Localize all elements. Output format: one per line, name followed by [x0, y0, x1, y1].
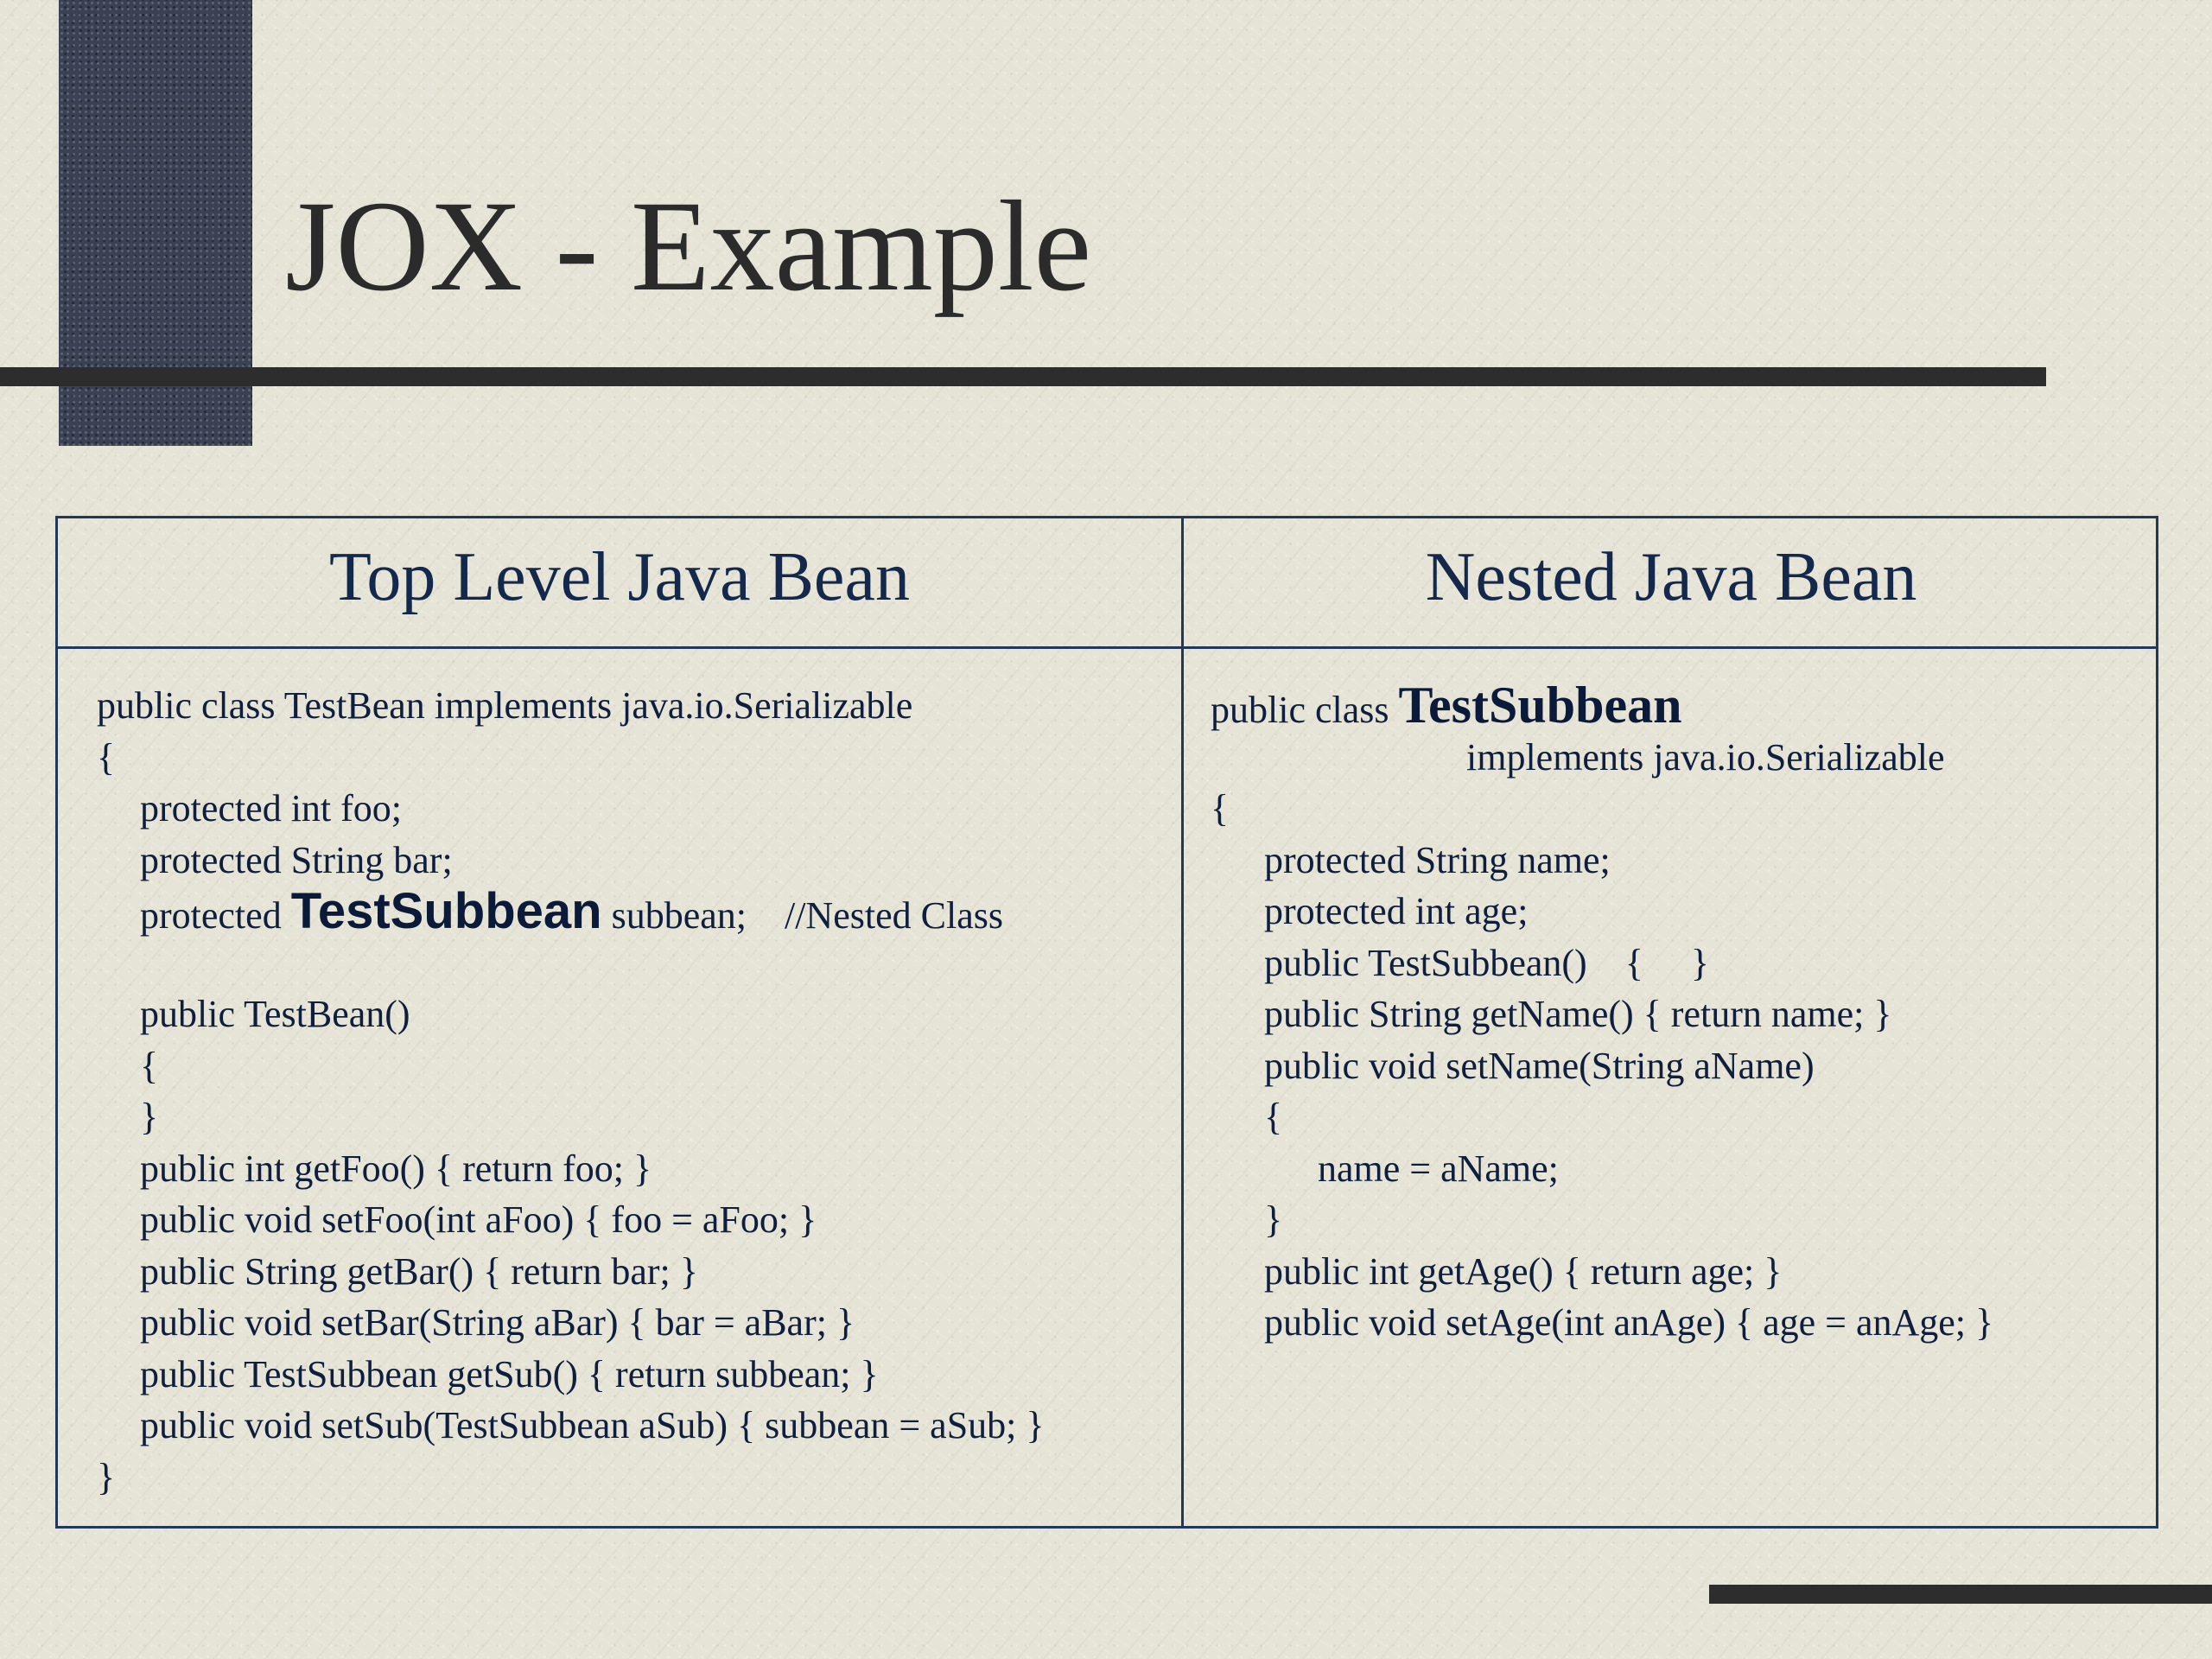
bottom-divider	[1709, 1585, 2212, 1604]
code-line: public String getName() { return name; }	[1264, 993, 1892, 1035]
code-line: {	[97, 735, 116, 779]
code-line: name = aName;	[1318, 1147, 1559, 1190]
code-line: }	[97, 1455, 116, 1498]
code-line: }	[140, 1096, 159, 1138]
code-line: public void setBar(String aBar) { bar = aBar; }	[140, 1301, 855, 1344]
code-line: {	[1211, 787, 1230, 830]
code-text: subbean; //Nested Class	[601, 894, 1003, 937]
code-line	[1211, 677, 1993, 734]
header-divider	[58, 646, 2156, 649]
code-line: }	[1264, 1198, 1283, 1241]
code-line: protected String bar;	[140, 838, 453, 881]
code-line: public class TestBean implements java.io.Serializable	[97, 684, 913, 727]
blank-line	[97, 938, 1045, 989]
code-line: protected int age;	[1264, 890, 1529, 932]
nested-bean-header: Nested Java Bean	[1425, 539, 1917, 615]
code-line: public int getAge() { return age; }	[1264, 1249, 1783, 1293]
code-line: implements java.io.Serializable	[1466, 735, 1945, 779]
title-divider	[0, 367, 2046, 386]
code-line: public void setAge(int anAge) { age = anAge; }	[1264, 1301, 1994, 1344]
code-line: protected int foo;	[140, 787, 403, 830]
code-line: public TestSubbean getSub() { return subbean; }	[140, 1352, 879, 1395]
code-line: public int getFoo() { return foo; }	[140, 1147, 652, 1190]
code-line: public void setName(String aName)	[1264, 1044, 1815, 1087]
code-line: public void setSub(TestSubbean aSub) { subbean = aSub; }	[140, 1404, 1045, 1446]
code-line: public void setFoo(int aFoo) { foo = aFoo; }	[140, 1198, 817, 1241]
code-line: public String getBar() { return bar; }	[140, 1249, 698, 1293]
code-line: {	[1264, 1096, 1283, 1138]
code-text: protected	[140, 894, 291, 937]
column-divider	[1181, 518, 1184, 1526]
code-line: public TestSubbean() { }	[1264, 941, 1709, 984]
code-text: public class	[1211, 689, 1399, 731]
slide-title: JOX - Example	[285, 175, 1092, 318]
nested-class-name: TestSubbean	[290, 883, 602, 939]
top-level-bean-header: Top Level Java Bean	[329, 539, 910, 615]
code-line: public TestBean()	[140, 993, 410, 1035]
nested-bean-code	[1211, 677, 1994, 1349]
bean-comparison-table	[55, 516, 2158, 1529]
code-line: protected String name;	[1264, 838, 1611, 881]
top-level-bean-code	[97, 680, 1045, 1503]
code-line	[97, 883, 1045, 939]
code-line: {	[140, 1044, 159, 1087]
subbean-class-name: TestSubbean	[1398, 677, 1682, 734]
